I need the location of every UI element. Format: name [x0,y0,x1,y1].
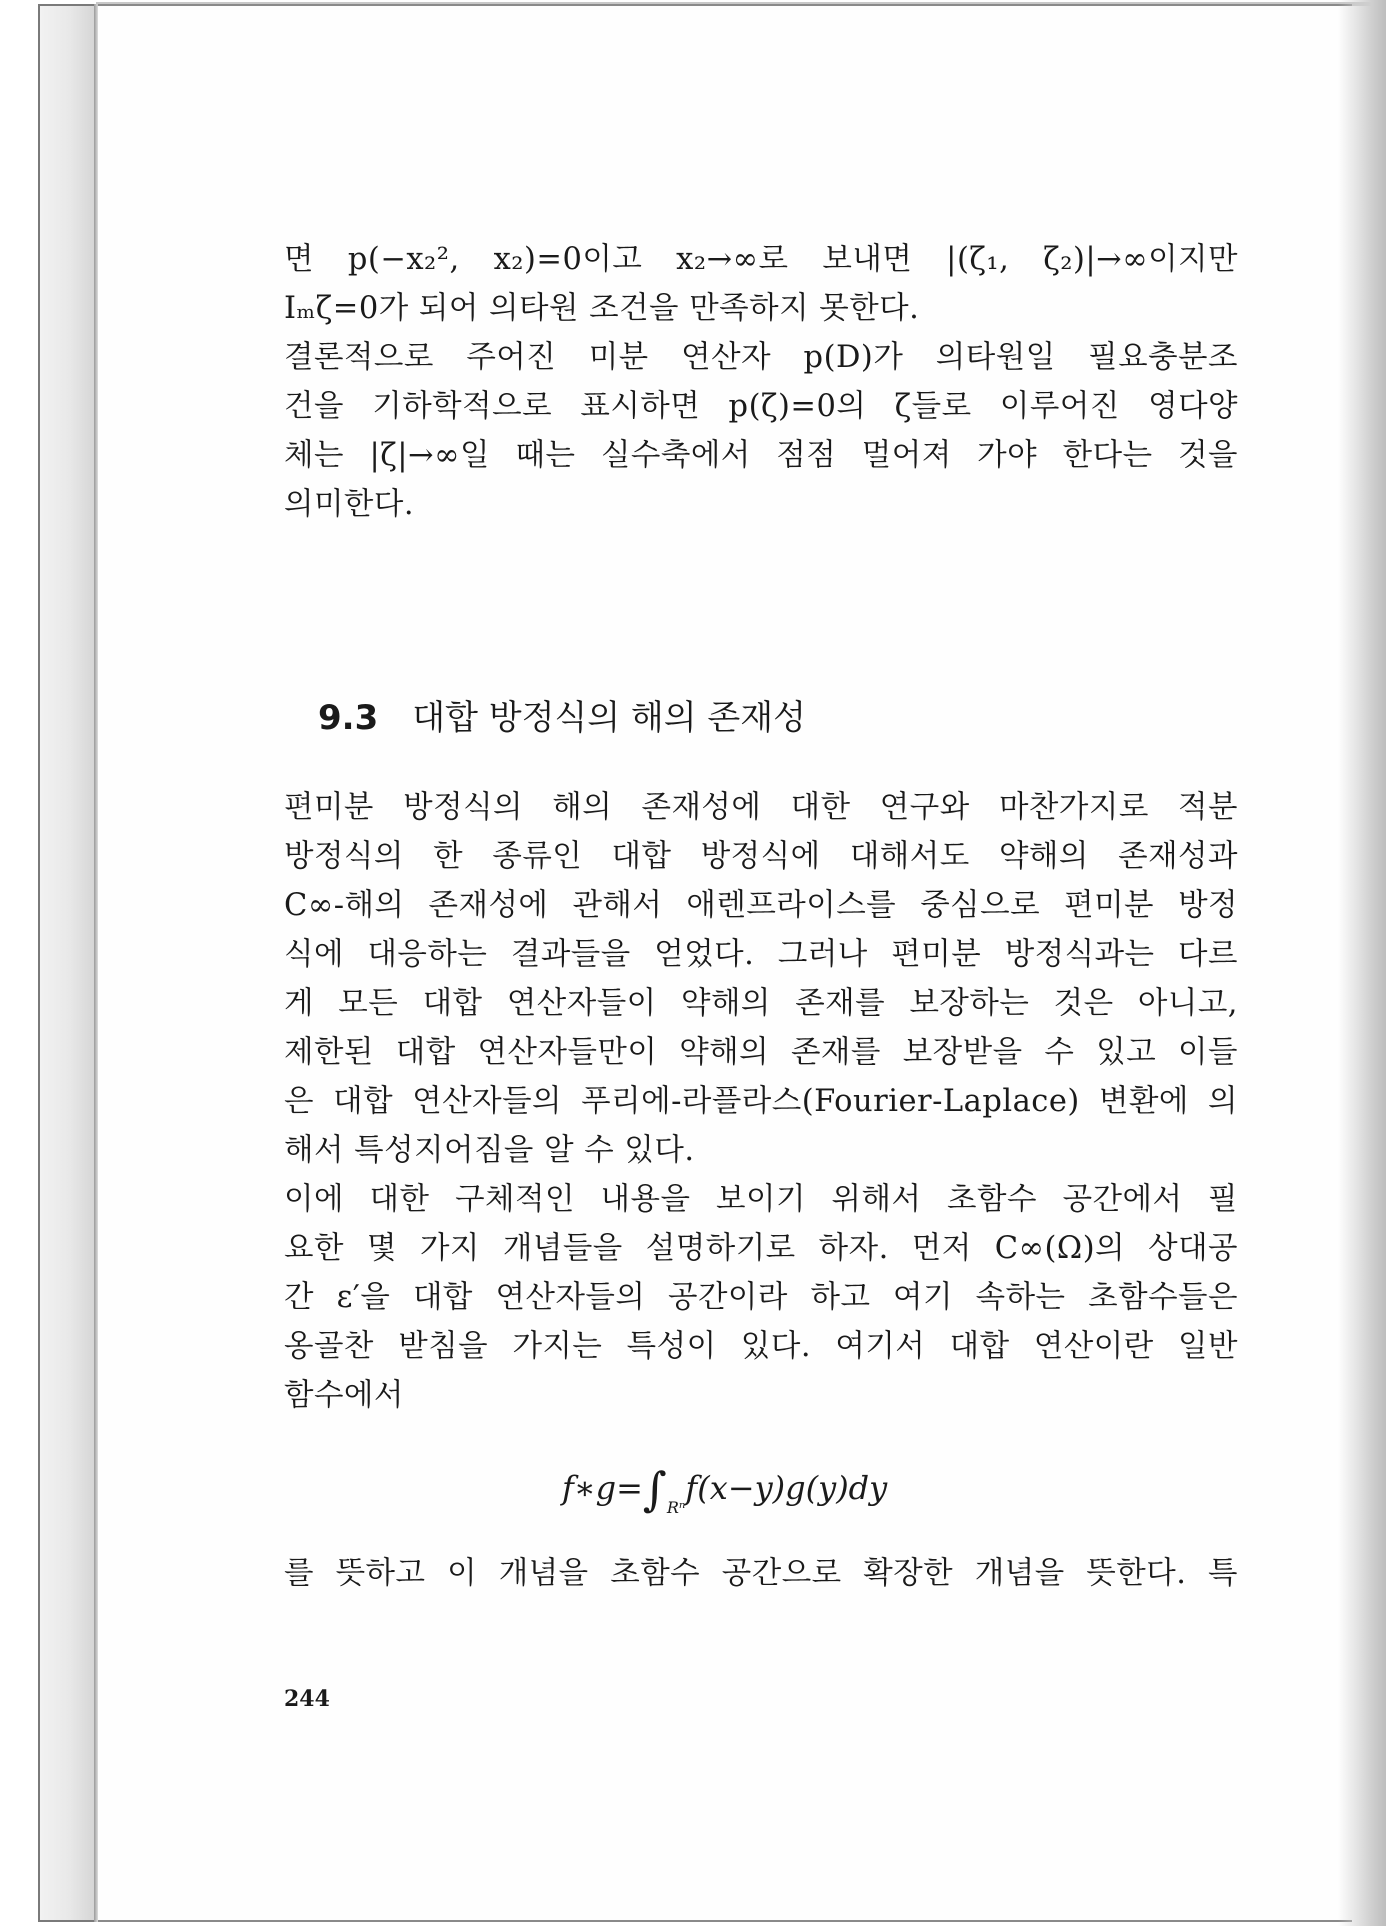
text-line: 결론적으로 주어진 미분 연산자 p(D)가 의타원일 필요충분조 [284,340,1238,375]
text-line: 식에 대응하는 결과들을 얻었다. 그러나 편미분 방정식과는 다르 [284,937,1238,972]
page-number: 244 [284,1686,330,1712]
page-right-shadow [1338,0,1386,1926]
text-line: 해서 특성지어짐을 알 수 있다. [284,1133,695,1168]
text-line: 편미분 방정식의 해의 존재성에 대한 연구와 마찬가지로 적분 [284,790,1238,825]
text-line: 요한 몇 가지 개념들을 설명하기로 하자. 먼저 C∞(Ω)의 상대공 [284,1231,1238,1266]
convolution-equation [562,1462,887,1522]
text-line: 옹골찬 받침을 가지는 특성이 있다. 여기서 대합 연산이란 일반 [284,1329,1238,1364]
text-line: 은 대합 연산자들의 푸리에-라플라스(Fourier-Laplace) 변환에 의 [284,1084,1238,1119]
text-line: 이에 대한 구체적인 내용을 보이기 위해서 초함수 공간에서 필 [284,1182,1238,1217]
text-line: 제한된 대합 연산자들만이 약해의 존재를 보장받을 수 있고 이들 [284,1035,1238,1070]
section-title: 대합 방정식의 해의 존재성 [412,698,806,738]
text-line: 간 ε′을 대합 연산자들의 공간이라 하고 여기 속하는 초함수들은 [284,1280,1238,1315]
book-spine [38,4,96,1922]
equation-right: f(x−y)g(y)dy [685,1469,888,1507]
text-line: 게 모든 대합 연산자들이 약해의 존재를 보장하는 것은 아니고, [284,986,1238,1021]
equation-left: f∗g= [562,1469,643,1507]
text-line: Iₘζ=0가 되어 의타원 조건을 만족하지 못한다. [284,291,920,326]
text-line: C∞-해의 존재성에 관해서 애렌프라이스를 중심으로 편미분 방정 [284,888,1238,923]
text-line: 면 p(−x₂², x₂)=0이고 x₂→∞로 보내면 |(ζ₁, ζ₂)|→∞이지만 [284,242,1238,277]
text-line: 방정식의 한 종류인 대합 방정식에 대해서도 약해의 존재성과 [284,839,1238,874]
text-line: 의미한다. [284,487,415,522]
text-line: 함수에서 [284,1378,404,1413]
text-line: 체는 |ζ|→∞일 때는 실수축에서 점점 멀어져 가야 한다는 것을 [284,438,1238,473]
section-number: 9.3 [318,698,379,738]
section-heading [318,690,806,739]
integral-sign: ∫ [642,1462,667,1516]
text-line: 를 뜻하고 이 개념을 초함수 공간으로 확장한 개념을 뜻한다. 특 [284,1556,1238,1591]
text-line: 건을 기하학적으로 표시하면 p(ζ)=0의 ζ들로 이루어진 영다양 [284,389,1238,424]
integral-domain: Rⁿ [666,1498,686,1517]
